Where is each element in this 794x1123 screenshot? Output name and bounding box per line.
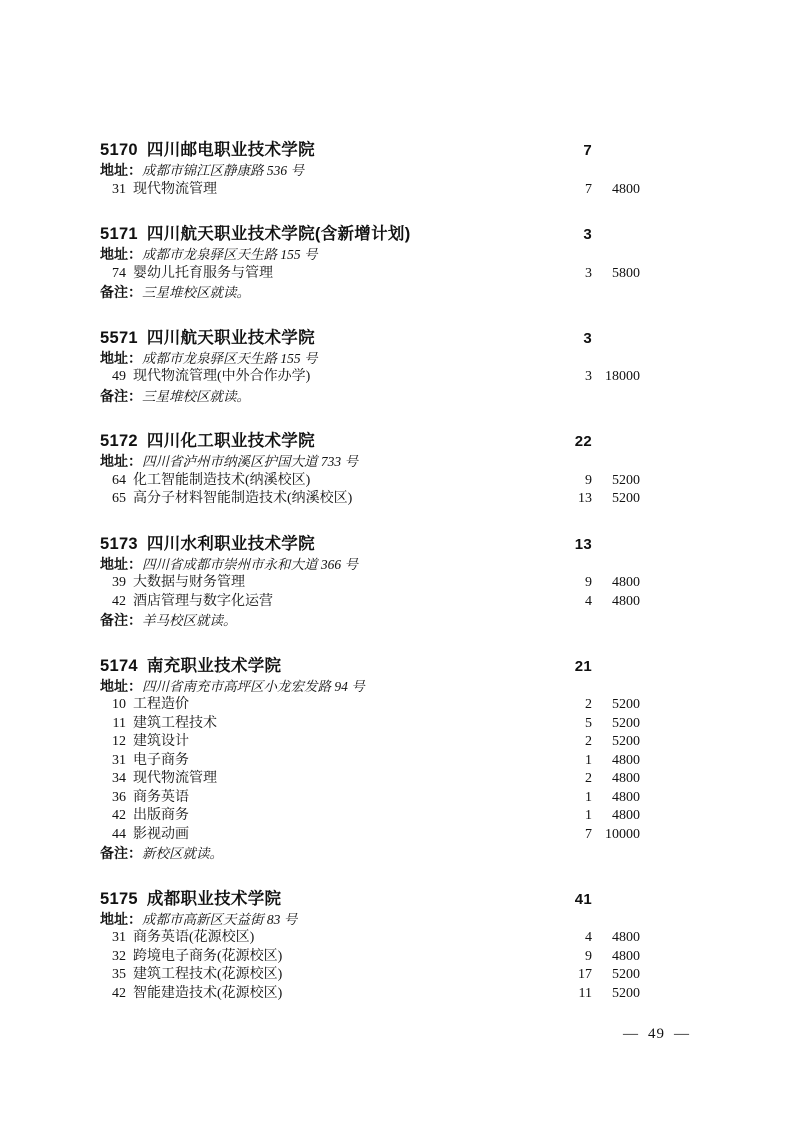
major-name: 出版商务 [133, 808, 189, 823]
college-total-plan: 22 [574, 433, 592, 450]
address-text: 成都市龙泉驿区天生路 155 号 [142, 350, 318, 366]
major-fee: 4800 [612, 593, 640, 609]
college-title [100, 224, 544, 244]
major-fee: 4800 [612, 948, 640, 964]
major-row [100, 770, 640, 789]
note-text: 羊马校区就读。 [142, 613, 237, 628]
major-count: 1 [585, 789, 592, 805]
major-fee: 4800 [612, 771, 640, 786]
college-address [100, 677, 640, 697]
address-text: 四川省南充市高坪区小龙宏发路 94 号 [142, 678, 365, 694]
major-count: 9 [585, 948, 592, 964]
major-row [100, 593, 640, 612]
major-row [100, 826, 640, 845]
college-address [100, 161, 640, 181]
college-header [100, 224, 640, 245]
major-row [100, 752, 640, 771]
college-title [100, 328, 544, 348]
college-name: 成都职业技术学院 [146, 889, 282, 908]
major-name: 婴幼儿托育服务与管理 [133, 265, 273, 281]
major-name: 现代物流管理 [133, 771, 217, 786]
major-code: 10 [112, 697, 126, 712]
college-code: 5571 [100, 328, 138, 347]
note-text: 三星堆校区就读。 [142, 285, 250, 300]
college-total-plan: 21 [574, 657, 592, 675]
college-total-plan: 7 [583, 142, 592, 159]
major-row [100, 574, 640, 593]
major-row [100, 733, 640, 752]
note-label: 备注： [100, 284, 142, 300]
major-count: 3 [585, 265, 592, 281]
major-row [100, 929, 640, 948]
major-name: 高分子材料智能制造技术(纳溪校区) [133, 491, 353, 506]
major-code: 12 [112, 734, 126, 749]
college-name: 四川水利职业技术学院 [146, 534, 315, 553]
college-code: 5171 [100, 225, 138, 243]
college-address [100, 555, 640, 575]
address-text: 成都市锦江区静康路 536 号 [142, 163, 304, 178]
major-row [100, 490, 640, 509]
major-name: 酒店管理与数字化运营 [133, 593, 273, 609]
college-note [100, 844, 640, 864]
major-row [100, 472, 640, 491]
college-title [100, 140, 544, 160]
page-number-dash-right: — [674, 1026, 690, 1042]
major-name: 大数据与财务管理 [133, 575, 245, 590]
major-code: 36 [112, 789, 126, 805]
address-text: 四川省泸州市纳溪区护国大道 733 号 [142, 454, 358, 469]
major-count: 4 [585, 930, 592, 945]
major-count: 2 [585, 697, 592, 712]
major-row [100, 696, 640, 715]
college-address [100, 245, 640, 265]
college-header [100, 431, 640, 452]
major-name: 影视动画 [133, 826, 189, 842]
college-address [100, 452, 640, 472]
major-fee: 4800 [612, 575, 640, 590]
college-total-plan: 13 [574, 535, 592, 553]
major-code: 31 [112, 181, 126, 197]
major-name: 现代物流管理 [133, 181, 217, 197]
major-count: 1 [585, 752, 592, 768]
college-total-plan: 41 [574, 890, 592, 908]
college-name: 南充职业技术学院 [146, 656, 282, 675]
major-code: 49 [112, 369, 126, 384]
page-number [623, 1026, 690, 1043]
address-text: 四川省成都市崇州市永和大道 366 号 [142, 556, 358, 572]
address-text: 成都市高新区天益街 83 号 [142, 911, 298, 927]
major-code: 42 [112, 593, 126, 609]
document-body [100, 140, 640, 1028]
college-code: 5172 [100, 432, 138, 450]
college-note [100, 387, 640, 407]
major-name: 化工智能制造技术(纳溪校区) [133, 472, 311, 488]
address-label: 地址： [100, 677, 142, 694]
major-count: 13 [578, 491, 592, 506]
college-code: 5174 [100, 656, 138, 675]
major-code: 44 [112, 826, 126, 842]
major-row [100, 789, 640, 808]
major-name: 建筑工程技术(花源校区) [133, 967, 283, 982]
note-text: 三星堆校区就读。 [142, 388, 250, 404]
major-row [100, 966, 640, 985]
college-header [100, 889, 640, 910]
major-fee: 5200 [612, 491, 640, 506]
major-count: 9 [585, 472, 592, 488]
major-code: 35 [112, 967, 126, 982]
major-count: 1 [585, 808, 592, 823]
major-fee: 18000 [605, 369, 640, 384]
major-count: 4 [585, 593, 592, 609]
college-title [100, 431, 544, 451]
major-name: 建筑设计 [133, 734, 189, 749]
page-number-dash-left: — [623, 1026, 639, 1042]
major-code: 74 [112, 265, 126, 281]
major-fee: 5200 [612, 472, 640, 488]
major-row [100, 948, 640, 967]
major-count: 9 [585, 575, 592, 590]
college-title [100, 656, 544, 676]
major-fee: 4800 [612, 789, 640, 805]
major-count: 5 [585, 715, 592, 731]
college-note [100, 283, 640, 303]
address-label: 地址： [100, 555, 142, 572]
major-fee: 5200 [612, 734, 640, 749]
major-fee: 5800 [612, 265, 640, 281]
major-fee: 4800 [612, 930, 640, 945]
major-fee: 5200 [612, 697, 640, 712]
college-section-5175 [100, 889, 640, 1004]
note-label: 备注： [100, 845, 142, 861]
major-fee: 4800 [612, 808, 640, 823]
college-section-5174 [100, 656, 640, 864]
major-fee: 5200 [612, 967, 640, 982]
college-address [100, 349, 640, 369]
major-name: 智能建造技术(花源校区) [133, 985, 283, 1001]
major-fee: 5200 [612, 985, 640, 1001]
college-section-5171 [100, 224, 640, 303]
college-name: 四川航天职业技术学院(含新增计划) [146, 225, 411, 243]
major-code: 65 [112, 491, 126, 506]
college-name: 四川航天职业技术学院 [146, 328, 315, 347]
address-label: 地址： [100, 349, 142, 366]
note-text: 新校区就读。 [142, 846, 223, 861]
major-name: 跨境电子商务(花源校区) [133, 948, 283, 964]
college-name: 四川邮电职业技术学院 [146, 141, 315, 159]
college-section-5173 [100, 534, 640, 631]
college-name: 四川化工职业技术学院 [146, 432, 315, 450]
college-title [100, 889, 544, 909]
college-total-plan: 3 [583, 329, 592, 347]
college-code: 5175 [100, 889, 138, 908]
major-row [100, 985, 640, 1004]
major-count: 3 [585, 369, 592, 384]
major-code: 39 [112, 575, 126, 590]
major-fee: 4800 [612, 752, 640, 768]
note-label: 备注： [100, 387, 142, 404]
major-code: 11 [112, 715, 126, 731]
major-name: 电子商务 [133, 752, 189, 768]
major-row [100, 265, 640, 284]
address-label: 地址： [100, 246, 142, 262]
college-note [100, 611, 640, 631]
major-name: 建筑工程技术 [133, 715, 217, 731]
major-row [100, 715, 640, 734]
major-code: 42 [112, 985, 126, 1001]
address-label: 地址： [100, 453, 142, 469]
page-number-value: 49 [648, 1026, 665, 1042]
major-fee: 4800 [612, 181, 640, 197]
college-header [100, 140, 640, 161]
major-name: 现代物流管理(中外合作办学) [133, 369, 311, 384]
note-label: 备注： [100, 612, 142, 628]
major-code: 64 [112, 472, 126, 488]
address-label: 地址： [100, 910, 142, 927]
major-count: 2 [585, 771, 592, 786]
major-row [100, 368, 640, 387]
major-code: 34 [112, 771, 126, 786]
college-section-5571 [100, 328, 640, 407]
major-code: 31 [112, 930, 126, 945]
address-label: 地址： [100, 162, 142, 178]
college-section-5170 [100, 140, 640, 199]
college-title [100, 534, 544, 554]
major-count: 7 [585, 181, 592, 197]
college-address [100, 910, 640, 930]
address-text: 成都市龙泉驿区天生路 155 号 [142, 247, 318, 262]
major-count: 7 [585, 826, 592, 842]
major-code: 31 [112, 752, 126, 768]
major-name: 商务英语(花源校区) [133, 930, 255, 945]
major-row [100, 181, 640, 200]
college-section-5172 [100, 431, 640, 509]
college-header [100, 328, 640, 349]
major-name: 工程造价 [133, 697, 189, 712]
college-header [100, 534, 640, 555]
major-fee: 5200 [612, 715, 640, 731]
major-code: 42 [112, 808, 126, 823]
major-code: 32 [112, 948, 126, 964]
major-count: 2 [585, 734, 592, 749]
major-count: 11 [578, 985, 592, 1001]
major-name: 商务英语 [133, 789, 189, 805]
major-fee: 10000 [605, 826, 640, 842]
college-code: 5173 [100, 534, 138, 553]
college-total-plan: 3 [583, 226, 592, 243]
college-code: 5170 [100, 141, 138, 159]
major-row [100, 807, 640, 826]
major-count: 17 [578, 967, 592, 982]
college-header [100, 656, 640, 677]
